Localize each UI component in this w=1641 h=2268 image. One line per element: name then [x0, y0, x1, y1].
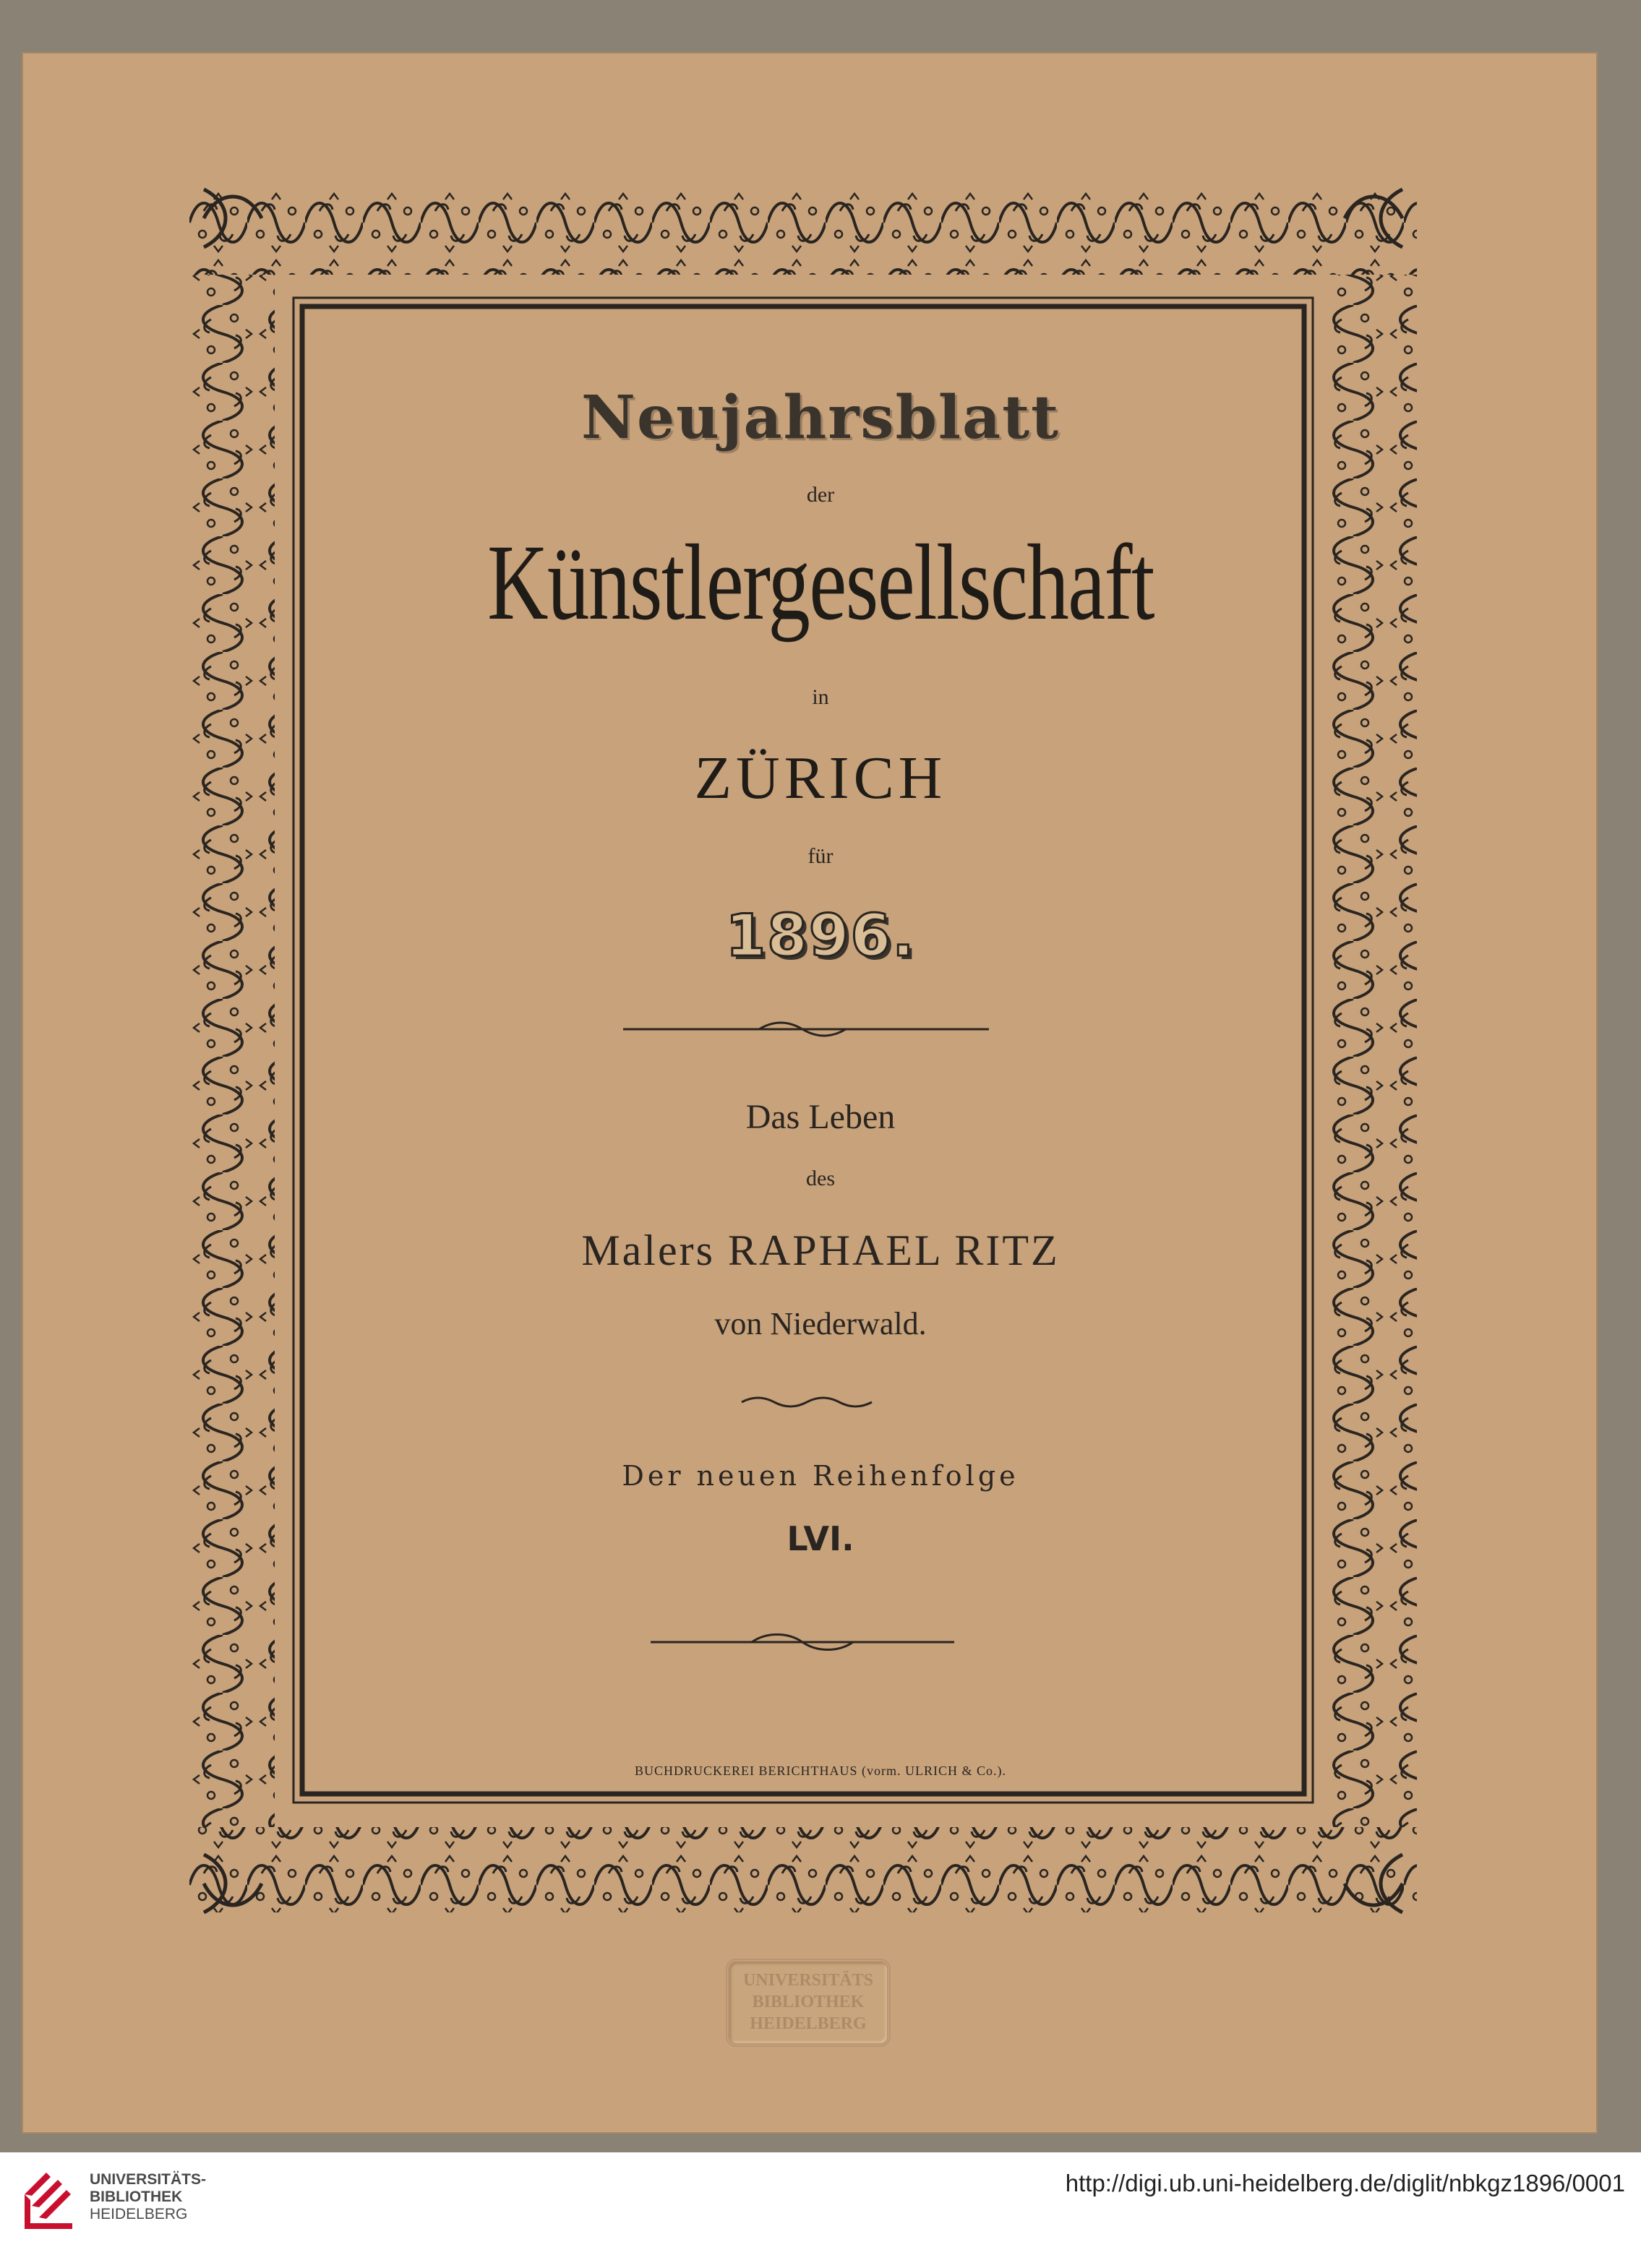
word-in: in — [812, 685, 829, 709]
border-top — [189, 189, 1417, 275]
permalink-url[interactable]: http://digi.ub.uni-heidelberg.de/diglit/nbkgz1896/0001 — [1065, 2170, 1625, 2196]
stamp-line: HEIDELBERG — [750, 2014, 867, 2033]
logo-line: UNIVERSITÄTS- — [90, 2171, 207, 2188]
printer-imprint: BUCHDRUCKEREI BERICHTHAUS (vorm. ULRICH & Co.). — [634, 1764, 1006, 1778]
series-number: LVI. — [787, 1519, 854, 1558]
rule-bottom — [651, 1635, 954, 1650]
word-der: der — [806, 483, 835, 507]
border-left — [189, 275, 275, 1827]
stamp-line: UNIVERSITÄTS — [742, 1971, 874, 1990]
society-name: Künstlergesellschaft — [487, 523, 1154, 643]
series-label: Der neuen Reihenfolge — [622, 1460, 1019, 1492]
title-neujahrsblatt: Neujahrsblatt — [581, 383, 1060, 452]
rule-top — [623, 1023, 989, 1036]
city-name: ZÜRICH — [694, 744, 947, 812]
subtitle-leben: Das Leben — [745, 1098, 896, 1136]
stamp-line: BIBLIOTHEK — [752, 1993, 865, 2011]
painter-name: Malers RAPHAEL RITZ — [581, 1227, 1060, 1274]
library-logo-icon[interactable] — [22, 2167, 81, 2232]
word-fur: für — [807, 844, 834, 868]
border-bottom — [189, 1827, 1417, 1912]
library-logo-text[interactable] — [90, 2171, 206, 2223]
painter-origin: von Niederwald. — [714, 1306, 927, 1341]
year: 1896. — [725, 902, 916, 969]
border-right — [1332, 275, 1417, 1827]
library-stamp — [726, 1959, 891, 2047]
logo-line: BIBLIOTHEK — [90, 2188, 183, 2205]
logo-line: HEIDELBERG — [90, 2206, 188, 2222]
word-des: des — [806, 1167, 835, 1190]
rule-middle — [742, 1398, 872, 1406]
